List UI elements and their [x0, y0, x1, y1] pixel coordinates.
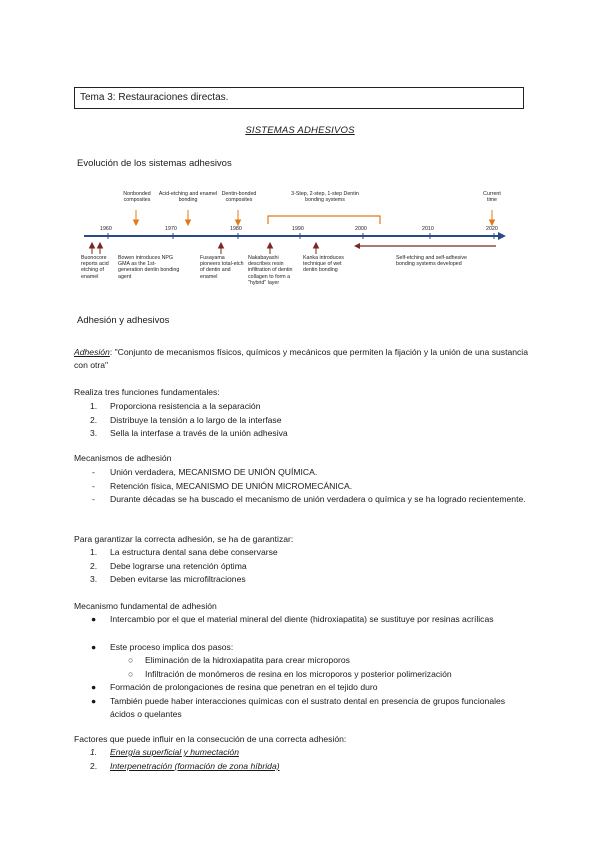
bullet-icon: ●: [91, 614, 97, 624]
mechanism-item: Unión verdadera, MECANISMO DE UNIÓN QUÍMICA.: [110, 467, 318, 477]
fundamental-item: Intercambio por el que el material mineral del diente (hidroxiapatita) se sustituye por resinas acrílicas: [110, 614, 494, 624]
dash-marker: -: [92, 467, 95, 477]
event-below: Nakabayashi describes resin infiltration of dentin collagen to form a "hybrid" layer: [248, 255, 293, 286]
dentin-systems-bracket: [268, 216, 380, 224]
fundamental-item: Formación de prolongaciones de resina que penetran en el tejido duro: [110, 682, 378, 692]
event-below: Bowen introduces NPG GMA as the 1st-generation dentin bonding agent: [118, 255, 180, 280]
bullet-icon: ●: [91, 642, 97, 652]
document-title: SISTEMAS ADHESIVOS: [245, 125, 355, 136]
factor-item: Energía superficial y humectación: [110, 747, 239, 757]
year-label: 2000: [355, 226, 367, 232]
mechanism-item: Durante décadas se ha buscado el mecanismo de unión verdadera o química y se ha logrado recientemente.: [110, 494, 526, 504]
fundamental-intro: Mecanismo fundamental de adhesión: [74, 601, 217, 611]
year-label: 1960: [100, 226, 112, 232]
below-arrows: [90, 243, 319, 254]
event-above: Current time: [483, 191, 501, 204]
list-number: 1.: [90, 401, 98, 411]
factor-item: Interpenetración (formación de zona híbrida): [110, 761, 280, 771]
adhesion-definition: [74, 346, 529, 372]
guarantee-item: Deben evitarse las microfiltraciones: [110, 574, 246, 584]
event-above: Dentin-bonded composites: [221, 191, 257, 204]
bullet-icon: ●: [91, 696, 97, 706]
event-above: Nonbonded composites: [123, 191, 151, 204]
fundamental-subitem: Infiltración de monómeros de resina en los microporos y posterior polimerización: [145, 669, 452, 679]
mechanism-item: Retención física, MECANISMO DE UNIÓN MICROMECÁNICA.: [110, 481, 353, 491]
year-label: 2020: [486, 226, 498, 232]
guarantee-item: Debe lograrse una retención óptima: [110, 561, 247, 571]
definition-text: : "Conjunto de mecanismos físicos, químicos y mecánicos que permiten la fijación y la unión de una sustancia con otra": [74, 347, 528, 370]
list-number: 3.: [90, 574, 98, 584]
above-arrows: [134, 210, 495, 225]
circle-bullet-icon: ○: [128, 655, 134, 665]
factors-intro: Factores que puede influir en la consecución de una correcta adhesión:: [74, 734, 347, 744]
topic-title: Tema 3: Restauraciones directas.: [80, 92, 229, 103]
year-label: 1990: [292, 226, 304, 232]
event-below: Fusayama pioneers total-etch of dentin and enamel: [200, 255, 244, 280]
list-number: 1.: [90, 747, 98, 757]
year-label: 1980: [230, 226, 242, 232]
functions-intro: Realiza tres funciones fundamentales:: [74, 387, 220, 397]
timeline-figure: [78, 188, 510, 288]
definition-term: Adhesión: [74, 347, 110, 357]
mechanisms-intro: Mecanismos de adhesión: [74, 453, 172, 463]
guarantee-intro: Para garantizar la correcta adhesión, se ha de garantizar:: [74, 534, 294, 544]
event-above: 3-Step, 2-step, 1-step Dentin bonding systems: [291, 191, 359, 204]
list-number: 3.: [90, 428, 98, 438]
event-below: Kanka introduces technique of wet dentin bonding: [303, 255, 344, 274]
event-below: Self-etching and self-adhesive bonding systems developed: [396, 255, 467, 268]
dash-marker: -: [92, 481, 95, 491]
function-item: Proporciona resistencia a la separación: [110, 401, 261, 411]
fundamental-subitem: Eliminación de la hidroxiapatita para crear microporos: [145, 655, 350, 665]
year-label: 1970: [165, 226, 177, 232]
dash-marker: -: [92, 494, 95, 504]
guarantee-item: La estructura dental sana debe conservarse: [110, 547, 278, 557]
list-number: 1.: [90, 547, 98, 557]
section-title-adhesion: Adhesión y adhesivos: [77, 315, 170, 326]
event-above: Acid-etching and enamel bonding: [158, 191, 218, 204]
bullet-icon: ●: [91, 682, 97, 692]
year-label: 2010: [422, 226, 434, 232]
list-number: 2.: [90, 415, 98, 425]
function-item: Sella la interfase a través de la unión adhesiva: [110, 428, 288, 438]
circle-bullet-icon: ○: [128, 669, 134, 679]
fundamental-item: Este proceso implica dos pasos:: [110, 642, 234, 652]
list-number: 2.: [90, 761, 98, 771]
list-number: 2.: [90, 561, 98, 571]
section-title-evolution: Evolución de los sistemas adhesivos: [77, 158, 232, 169]
timeline-arrowhead: [498, 232, 506, 240]
function-item: Distribuye la tensión a lo largo de la interfase: [110, 415, 282, 425]
fundamental-item: También puede haber interacciones químicas con el sustrato dental en presencia de grupos funcionales ácidos o quelantes: [110, 696, 506, 719]
event-below: Buonocore reports acid etching of enamel: [81, 255, 109, 280]
topic-header-box: [74, 87, 524, 109]
